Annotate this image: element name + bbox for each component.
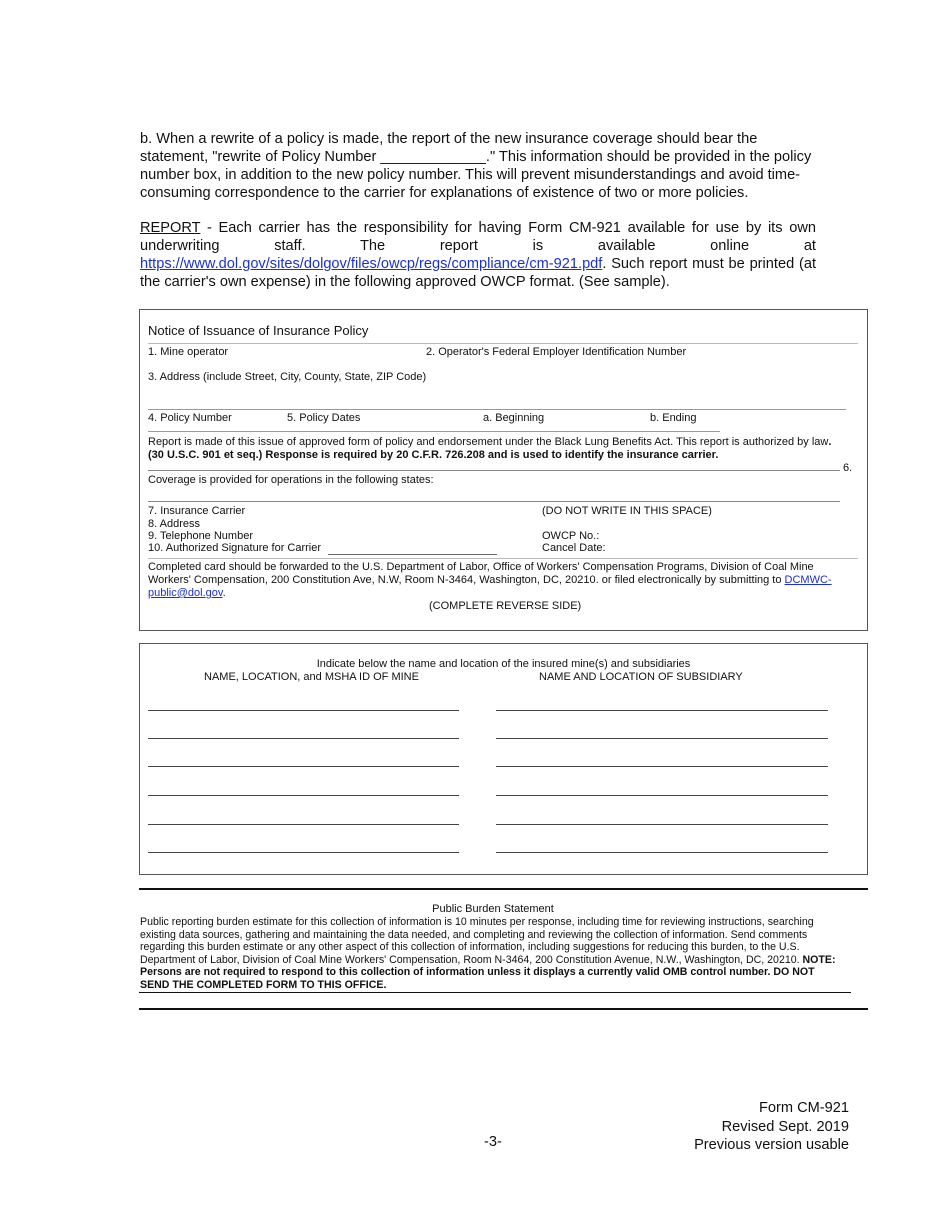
mine-entry-line[interactable] — [148, 710, 459, 711]
field-coverage-states: Coverage is provided for operations in the following states: — [148, 474, 434, 486]
divider — [148, 431, 720, 432]
mine-entry-line[interactable] — [148, 852, 459, 853]
reverse-heading: Indicate below the name and location of the insured mine(s) and subsidiaries — [316, 658, 691, 670]
coverage-line — [148, 501, 840, 502]
cancel-date-label: Cancel Date: — [542, 542, 606, 554]
field-signature: 10. Authorized Signature for Carrier — [148, 542, 322, 554]
rewrite-paragraph: b. When a rewrite of a policy is made, the report of the new insurance coverage should bear the statement, "rewrite of Policy Number _____________." This information should be provided in the policy number box, in addition to the new policy number. This will prevent misunderstandings and avoid time-consuming correspondence to the carrier for explanations of existence of two or more policies. — [140, 131, 812, 201]
forwarding-note: Completed card should be forwarded to the U.S. Department of Labor, Office of Workers' Compensation Programs, Division of Coal Mine Workers' Compensation, 200 Constitution Ave, N.W, Room N-3464, Washington, DC, 20210. or filed electronically by submitting to DCMWC-public@dol.gov. — [148, 561, 832, 599]
subsidiary-entry-line[interactable] — [496, 766, 828, 767]
field-ending: b. Ending — [650, 412, 697, 424]
field-carrier-address: 8. Address — [148, 518, 200, 530]
report-label: REPORT — [140, 220, 201, 236]
field-policy-number: 4. Policy Number — [148, 412, 232, 424]
report-paragraph — [140, 219, 816, 291]
revised-date: Revised Sept. 2019 — [721, 1118, 849, 1135]
burden-inner-rule — [139, 992, 851, 993]
form-id: Form CM-921 — [758, 1100, 849, 1116]
field-insurance-carrier: 7. Insurance Carrier — [148, 505, 246, 517]
signature-line — [328, 554, 497, 555]
subsidiary-entry-line[interactable] — [496, 710, 828, 711]
field-6-label: 6. — [843, 462, 853, 474]
burden-bottom-rule — [139, 1008, 868, 1010]
mine-entry-line[interactable] — [148, 795, 459, 796]
previous-version-note: Previous version usable — [694, 1137, 849, 1153]
mine-entry-line[interactable] — [148, 738, 459, 739]
notice-form-box — [139, 309, 868, 631]
divider — [148, 558, 858, 559]
field-address: 3. Address (include Street, City, County, State, ZIP Code) — [148, 371, 427, 383]
subsidiary-entry-line[interactable] — [496, 795, 828, 796]
report-form-link[interactable]: https://www.dol.gov/sites/dolgov/files/owcp/regs/compliance/cm-921.pdf — [140, 256, 603, 272]
divider — [148, 343, 858, 344]
field-fein: 2. Operator's Federal Employer Identification Number — [426, 346, 687, 358]
owcp-number-label: OWCP No.: — [542, 530, 600, 542]
field-beginning: a. Beginning — [483, 412, 545, 424]
burden-statement: Public reporting burden estimate for this collection of information is 10 minutes per response, including time for reviewing instructions, searching existing data sources, gathering and maintaining the data needed, and completing and reviewing the collection of information. Send comments regarding this burden estimate or any other aspect of this collection of information, including suggestions for reducing this burden, to the U.S. Department of Labor, Division of Coal Mine Workers' Compensation, Room N-3464, 200 Constitution Avenue, N.W., Washington, DC, 20210. NOTE: Persons are not required to respond to this collection of information unless it displays a currently valid OMB control number. DO NOT SEND THE COMPLETED FORM TO THIS OFFICE. — [140, 916, 836, 991]
field-6-line — [148, 470, 840, 471]
mine-entry-line[interactable] — [148, 766, 459, 767]
email-link[interactable]: DCMWC-public@dol.gov — [148, 574, 832, 599]
field-mine-operator: 1. Mine operator — [148, 346, 229, 358]
subsidiary-entry-line[interactable] — [496, 738, 828, 739]
field-telephone: 9. Telephone Number — [148, 530, 253, 542]
form-title: Notice of Issuance of Insurance Policy — [148, 323, 369, 338]
burden-title: Public Burden Statement — [432, 903, 554, 915]
do-not-write-label: (DO NOT WRITE IN THIS SPACE) — [542, 505, 712, 517]
page-number: -3- — [484, 1134, 502, 1150]
field-policy-dates: 5. Policy Dates — [287, 412, 361, 424]
subsidiary-entry-line[interactable] — [496, 852, 828, 853]
col-header-subsidiary: NAME AND LOCATION OF SUBSIDIARY — [539, 671, 743, 683]
burden-top-rule — [139, 888, 868, 890]
form-version-block — [694, 1099, 849, 1155]
col-header-mine: NAME, LOCATION, and MSHA ID OF MINE — [204, 671, 419, 683]
complete-reverse-label: (COMPLETE REVERSE SIDE) — [429, 600, 582, 612]
burden-note: NOTE: Persons are not required to respond to this collection of information unless it displays a currently valid OMB control number. DO NOT SEND THE COMPLETED FORM TO THIS OFFICE. — [140, 953, 836, 991]
address-line — [148, 409, 846, 410]
subsidiary-entry-line[interactable] — [496, 824, 828, 825]
reverse-side-box — [139, 643, 868, 875]
mine-entry-line[interactable] — [148, 824, 459, 825]
report-text-2: . Such report must be printed (at the carrier's own expense) in the following approved OWCP format. (See sample). — [140, 256, 816, 290]
report-text-1: - Each carrier has the responsibility for having Form CM-921 available for use by its own underwriting staff. The report is available online at — [140, 220, 816, 254]
authorization-note: Report is made of this issue of approved form of policy and endorsement under the Black Lung Benefits Act. This report is authorized by law. (30 U.S.C. 901 et seq.) Response is required by 20 C.F.R. 726.208 and is used to identify the insurance carrier. — [148, 436, 832, 461]
